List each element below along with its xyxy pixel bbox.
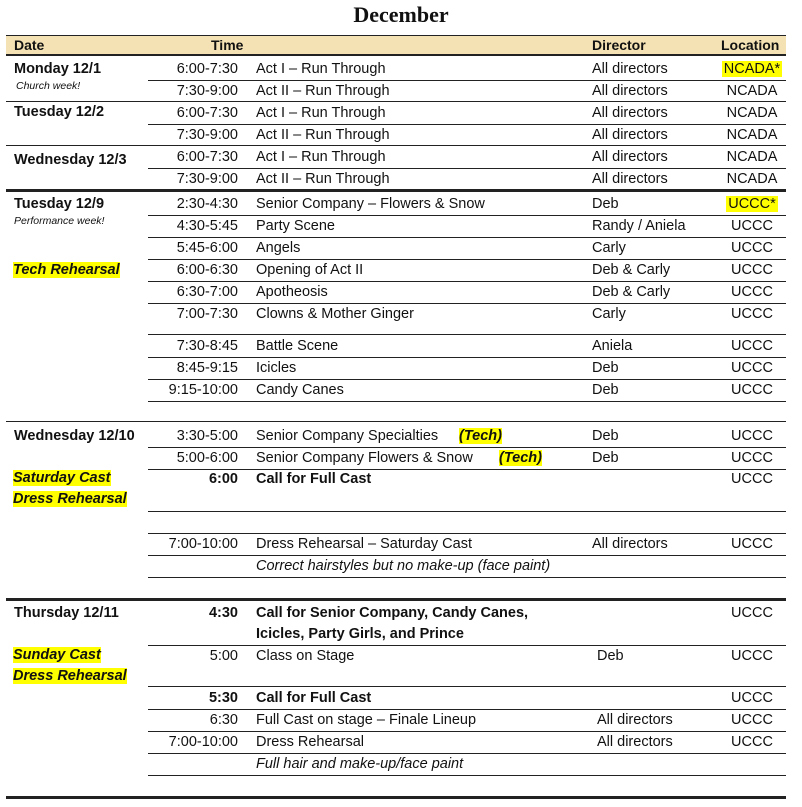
row-time: 2:30-4:30	[176, 196, 238, 212]
row-divider	[148, 645, 786, 646]
row-location: UCCC	[731, 338, 773, 354]
row-note: Correct hairstyles but no make-up (face paint)	[256, 558, 551, 574]
row-divider	[148, 709, 786, 710]
row-location: UCCC	[731, 240, 773, 256]
day-label: Tuesday 12/9	[14, 196, 105, 212]
row-activity: Call for Full Cast	[256, 690, 372, 706]
row-director: All directors	[592, 83, 668, 99]
row-time: 8:45-9:15	[176, 360, 238, 376]
row-time: 7:30-9:00	[176, 83, 238, 99]
row-time: 7:30-9:00	[176, 127, 238, 143]
row-time: 6:30	[209, 712, 238, 728]
row-location: NCADA	[726, 171, 778, 187]
section-divider	[6, 421, 786, 422]
row-time: 6:00	[208, 471, 238, 487]
row-location: UCCC	[731, 382, 773, 398]
row-location: UCCC	[731, 536, 773, 552]
row-divider	[148, 168, 786, 169]
row-director: Carly	[592, 240, 626, 256]
row-director: Deb & Carly	[592, 262, 671, 278]
day-label: Tuesday 12/2	[14, 104, 105, 120]
row-divider	[148, 511, 786, 512]
row-time: 5:45-6:00	[176, 240, 238, 256]
row-divider	[148, 731, 786, 732]
row-location: UCCC	[731, 306, 773, 322]
row-director: All directors	[592, 105, 668, 121]
row-activity: Icicles	[256, 360, 297, 376]
row-location: UCCC	[731, 734, 773, 750]
row-location: NCADA	[726, 149, 778, 165]
row-activity: Dress Rehearsal – Saturday Cast	[256, 536, 472, 552]
row-time: 6:30-7:00	[176, 284, 238, 300]
row-activity: Full Cast on stage – Finale Lineup	[256, 712, 477, 728]
row-time: 5:00	[209, 648, 238, 664]
section-divider	[6, 189, 786, 192]
location-highlight: UCCC*	[728, 196, 776, 212]
row-divider	[6, 145, 786, 146]
header-time: Time	[211, 37, 244, 53]
row-location: UCCC	[731, 450, 773, 466]
row-time: 7:00-10:00	[168, 536, 238, 552]
row-location	[712, 61, 792, 77]
row-divider	[6, 101, 786, 102]
row-location: UCCC	[731, 284, 773, 300]
row-time: 6:00-7:30	[176, 149, 238, 165]
row-director: All directors	[592, 149, 668, 165]
tech-tag: (Tech)	[499, 450, 542, 466]
row-location: UCCC	[731, 218, 773, 234]
row-time: 7:00-10:00	[168, 734, 238, 750]
row-director: All directors	[592, 127, 668, 143]
row-divider	[148, 124, 786, 125]
rehearsal-badge: Tech Rehearsal	[13, 262, 120, 278]
row-director: All directors	[592, 61, 668, 77]
row-activity: Battle Scene	[256, 338, 339, 354]
row-divider	[148, 555, 786, 556]
day-note: Performance week!	[14, 215, 105, 227]
tech-tag: (Tech)	[459, 428, 502, 444]
day-label: Wednesday 12/3	[14, 152, 127, 168]
row-director: Deb	[597, 648, 624, 664]
row-director: Aniela	[592, 338, 633, 354]
rehearsal-badge: Dress Rehearsal	[13, 668, 127, 684]
page-title: December	[353, 2, 449, 27]
row-location: UCCC	[731, 471, 773, 487]
row-time: 6:00-7:30	[176, 105, 238, 121]
row-location	[712, 196, 792, 212]
row-divider	[148, 303, 786, 304]
row-director: Deb	[592, 450, 619, 466]
row-activity: Opening of Act II	[256, 262, 364, 278]
row-activity: Senior Company Flowers & Snow	[256, 450, 473, 466]
row-director: All directors	[592, 171, 668, 187]
row-activity: Call for Senior Company, Candy Canes,	[256, 605, 529, 621]
row-time: 6:00-7:30	[176, 61, 238, 77]
row-divider	[148, 447, 786, 448]
row-director: All directors	[592, 536, 668, 552]
row-location: UCCC	[731, 360, 773, 376]
table-header	[6, 35, 786, 56]
row-director: Deb	[592, 428, 619, 444]
row-activity: Class on Stage	[256, 648, 355, 664]
row-divider	[148, 357, 786, 358]
row-activity: Senior Company – Flowers & Snow	[256, 196, 485, 212]
rehearsal-badge: Sunday Cast	[13, 647, 101, 663]
row-activity: Apotheosis	[256, 284, 328, 300]
day-note: Church week!	[16, 80, 81, 92]
row-divider	[148, 775, 786, 776]
section-divider	[6, 598, 786, 601]
row-activity: Candy Canes	[256, 382, 344, 398]
row-activity: Clowns & Mother Ginger	[256, 306, 414, 322]
day-label: Thursday 12/11	[14, 605, 119, 621]
row-divider	[148, 259, 786, 260]
row-activity: Act II – Run Through	[256, 127, 390, 143]
row-activity: Call for Full Cast	[256, 471, 372, 487]
row-location: UCCC	[731, 428, 773, 444]
row-divider	[148, 401, 786, 402]
row-director: Deb & Carly	[592, 284, 671, 300]
row-activity: Party Scene	[256, 218, 335, 234]
row-time: 5:00-6:00	[176, 450, 238, 466]
row-time: 3:30-5:00	[176, 428, 238, 444]
row-divider	[148, 237, 786, 238]
row-activity: Act II – Run Through	[256, 171, 390, 187]
row-activity: Dress Rehearsal	[256, 734, 364, 750]
row-divider	[148, 80, 786, 81]
row-director: Deb	[592, 196, 619, 212]
row-location: UCCC	[731, 648, 773, 664]
row-activity: Act II – Run Through	[256, 83, 390, 99]
row-time: 9:15-10:00	[168, 382, 238, 398]
row-director: All directors	[597, 712, 673, 728]
row-time: 4:30	[208, 605, 238, 621]
row-activity-cont: Icicles, Party Girls, and Prince	[256, 626, 464, 642]
row-activity: Act I – Run Through	[256, 105, 386, 121]
row-director: Deb	[592, 360, 619, 376]
row-activity: Act I – Run Through	[256, 61, 386, 77]
row-time: 7:30-8:45	[176, 338, 238, 354]
day-label: Monday 12/1	[14, 61, 102, 77]
row-location: UCCC	[731, 690, 773, 706]
header-location: Location	[721, 37, 780, 53]
row-location: UCCC	[731, 712, 773, 728]
row-activity: Senior Company Specialties	[256, 428, 439, 444]
row-divider	[148, 577, 786, 578]
rehearsal-badge: Dress Rehearsal	[13, 491, 127, 507]
row-time: 5:30	[208, 690, 238, 706]
row-director: Deb	[592, 382, 619, 398]
row-location: UCCC	[731, 605, 773, 621]
row-location: UCCC	[731, 262, 773, 278]
row-note: Full hair and make-up/face paint	[256, 756, 464, 772]
row-divider	[148, 533, 786, 534]
row-location: NCADA	[726, 127, 778, 143]
row-divider	[148, 379, 786, 380]
row-time: 6:00-6:30	[176, 262, 238, 278]
row-time: 7:30-9:00	[176, 171, 238, 187]
row-director: All directors	[597, 734, 673, 750]
section-divider	[6, 796, 786, 799]
row-divider	[148, 686, 786, 687]
row-activity: Angels	[256, 240, 301, 256]
row-divider	[148, 334, 786, 335]
day-label: Wednesday 12/10	[14, 428, 135, 444]
row-location: NCADA	[726, 83, 778, 99]
location-highlight: NCADA*	[723, 61, 781, 77]
row-divider	[148, 469, 786, 470]
row-time: 7:00-7:30	[176, 306, 238, 322]
rehearsal-badge: Saturday Cast	[13, 470, 111, 486]
header-date: Date	[14, 37, 45, 53]
row-divider	[148, 753, 786, 754]
row-divider	[148, 281, 786, 282]
row-director: Carly	[592, 306, 626, 322]
row-director: Randy / Aniela	[592, 218, 686, 234]
row-divider	[148, 215, 786, 216]
row-time: 4:30-5:45	[176, 218, 238, 234]
header-director: Director	[592, 37, 646, 53]
row-activity: Act I – Run Through	[256, 149, 386, 165]
row-location: NCADA	[726, 105, 778, 121]
